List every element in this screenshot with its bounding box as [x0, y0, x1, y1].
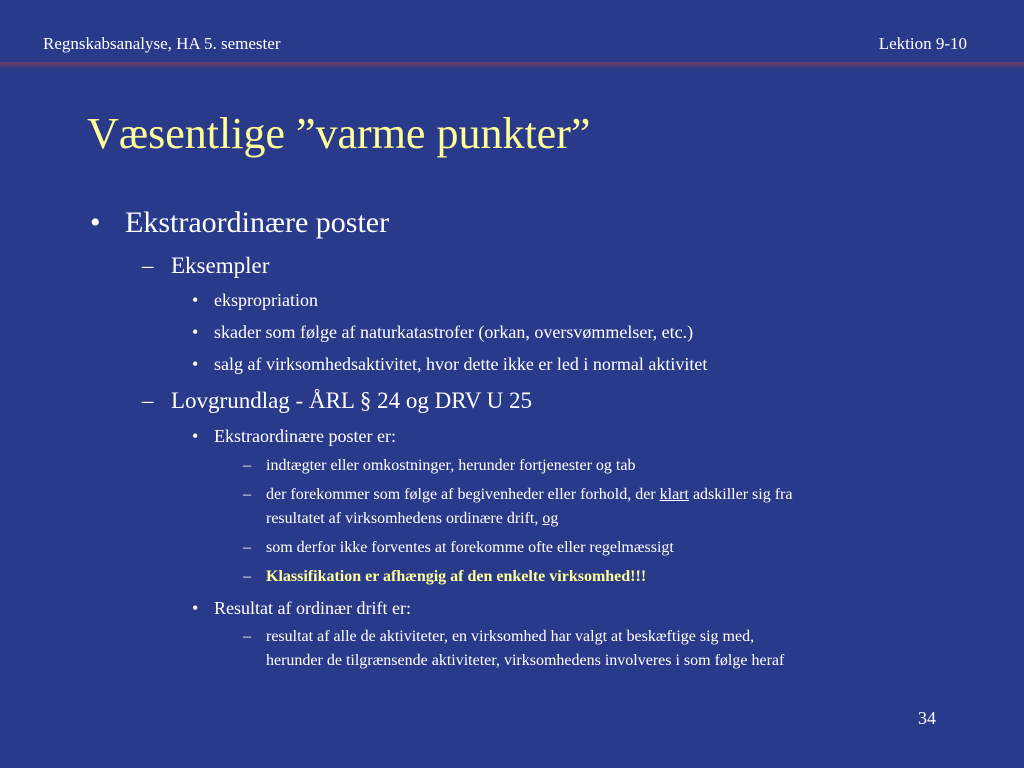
subheading-legal-basis: Lovgrundlag - ÅRL § 24 og DRV U 25: [171, 388, 533, 413]
extraordinary-item: som derfor ikke forventes at forekomme ofte eller regelmæssigt: [266, 539, 674, 556]
example-item: skader som følge af naturkatastrofer (orkan, oversvømmelser, etc.): [214, 322, 694, 342]
bullet-marker: •: [192, 354, 199, 374]
bullet-ekstraordinaere-poster: Ekstraordinære poster: [125, 206, 390, 239]
bullet-marker: •: [192, 426, 199, 446]
dash-marker: –: [243, 539, 251, 556]
bullet-marker: •: [90, 206, 101, 239]
subheading-examples: Eksempler: [171, 253, 270, 278]
bullet-marker: •: [192, 290, 199, 310]
dash-marker: –: [243, 568, 251, 585]
dash-marker: –: [142, 253, 154, 278]
extraordinary-item: [266, 486, 792, 504]
underlined-klart: klart: [659, 486, 689, 503]
classification-note: Klassifikation er afhængig af den enkelte virksomhed!!!: [266, 568, 647, 585]
extraordinary-heading: Ekstraordinære poster er:: [214, 426, 396, 446]
bullet-marker: •: [192, 322, 199, 342]
dash-marker: –: [243, 457, 251, 474]
header-rule: [0, 62, 1024, 68]
item-text: resultatet af virksomhedens ordinære drift,: [266, 510, 543, 527]
header-course: Regnskabsanalyse, HA 5. semester: [43, 34, 281, 53]
example-item: ekspropriation: [214, 290, 318, 310]
ordinary-item-continued: herunder de tilgrænsende aktiviteter, virksomhedens involveres i som følge heraf: [266, 652, 785, 669]
dash-marker: –: [243, 628, 251, 645]
extraordinary-item-continued: [266, 510, 558, 528]
item-text: der forekommer som følge af begivenheder eller forhold, der: [266, 486, 660, 503]
ordinary-item: resultat af alle de aktiviteter, en virksomhed har valgt at beskæftige sig med,: [266, 628, 755, 645]
extraordinary-item: indtægter eller omkostninger, herunder fortjenester og tab: [266, 457, 636, 474]
example-item: salg af virksomhedsaktivitet, hvor dette ikke er led i normal aktivitet: [214, 354, 708, 374]
ordinary-heading: Resultat af ordinær drift er:: [214, 598, 411, 618]
bullet-marker: •: [192, 598, 199, 618]
item-text: adskiller sig fra: [688, 486, 793, 503]
underlined-og: og: [542, 510, 559, 527]
slide-title: Væsentlige ”varme punkter”: [87, 109, 591, 158]
header-lecture: Lektion 9-10: [878, 34, 967, 53]
page-number: 34: [918, 708, 936, 728]
dash-marker: –: [243, 486, 251, 503]
dash-marker: –: [142, 388, 154, 413]
